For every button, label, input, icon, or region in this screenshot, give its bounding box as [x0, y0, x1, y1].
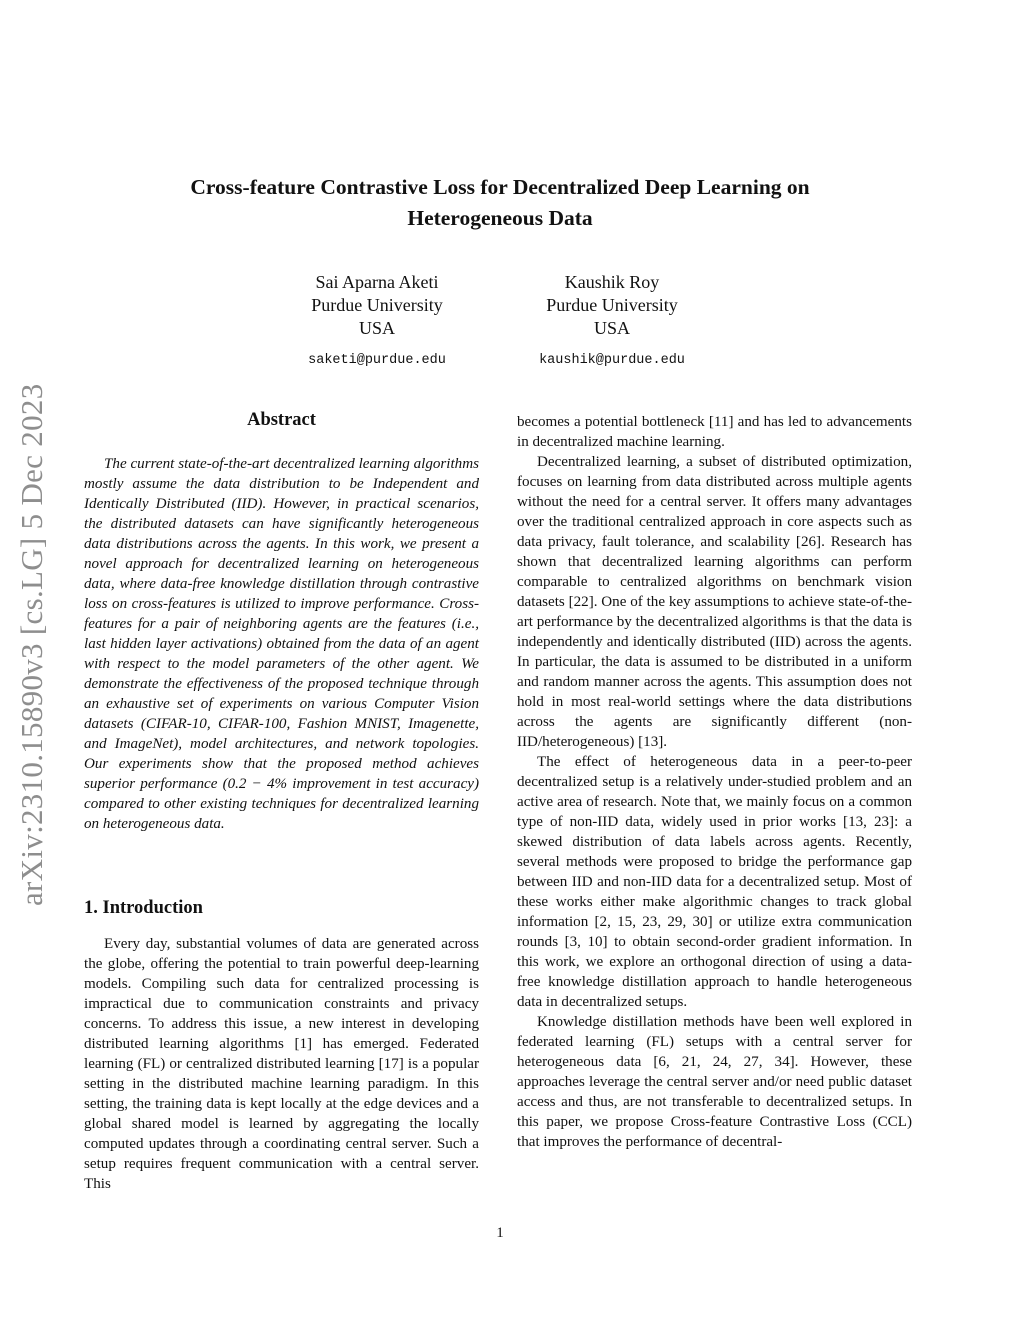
abstract-body: [84, 454, 479, 834]
author-name: Sai Aparna Aketi: [315, 272, 439, 292]
author-affiliation: Purdue University: [311, 295, 443, 315]
abstract-heading: Abstract: [247, 410, 316, 430]
author-email: saketi@purdue.edu: [308, 353, 446, 368]
abstract-paragraph: The current state-of-the-art decentralized learning algorithms mostly assume the data distribution to be Independent and Identically Distributed (IID). However, in practical scenarios, the distributed datasets can have significantly heterogeneous data distributions across the agents. In this work, we present a novel approach for decentralized learning on heterogeneous data, where data-free knowledge distillation through contrastive loss on cross-features is utilized to improve performance. Cross-features for a pair of neighboring agents are the features (i.e., last hidden layer activations) obtained from the data of an agent with respect to the model parameters of the other agent. We demonstrate the effectiveness of the proposed technique through an exhaustive set of experiments on various Computer Vision datasets (CIFAR-10, CIFAR-100, Fashion MNIST, Imagenette, and ImageNet), model architectures, and network topologies. Our experiments show that the proposed method achieves superior performance (0.2 − 4% improvement in test accuracy) compared to other existing techniques for decentralized learning on heterogeneous data.: [84, 456, 479, 832]
paper-title: Cross-feature Contrastive Loss for Decentralized Deep Learning on Heterogeneous Data: [190, 175, 810, 230]
page-number: 1: [496, 1225, 504, 1241]
author-email: kaushik@purdue.edu: [539, 353, 685, 368]
body-paragraph: Decentralized learning, a subset of distributed optimization, focuses on learning from data distributed across multiple agents without the need for a central server. It offers many advantages over the traditional centralized approach in core aspects such as data privacy, fault tolerance, and scalability [26]. Research has shown that decentralized learning algorithms can perform comparable to centralized algorithms on benchmark vision datasets [22]. One of the key assumptions to achieve state-of-the-art performance by the decentralized algorithms is that the data is independently and identically distributed (IID) across the agents. In particular, the data is assumed to be distributed in a uniform and random manner across the agents. This assumption does not hold in most real-world settings where the data distributions across the agents are significantly different (non-IID/heterogeneous) [13].: [517, 454, 912, 750]
body-paragraph: becomes a potential bottleneck [11] and has led to advancements in decentralized machine learning.: [517, 414, 912, 450]
author-country: USA: [593, 318, 630, 338]
section-heading-introduction: 1. Introduction: [84, 898, 203, 918]
body-paragraph: The effect of heterogeneous data in a peer-to-peer decentralized setup is a relatively under-studied problem and an active area of research. Note that, we mainly focus on a common type of non-IID data, widely used in prior works [13, 23]: a skewed distribution of data labels across agents. Recently, several methods were proposed to bridge the performance gap between IID and non-IID data for a decentralized setup. Most of these works either make algorithmic changes to track global information [2, 15, 23, 29, 30] or utilize extra communication rounds [3, 10] to obtain second-order gradient information. In this work, we explore an orthogonal direction of using a data-free knowledge distillation approach to handle heterogeneous data in decentralized setups.: [517, 754, 912, 1010]
right-column: [517, 412, 912, 1152]
author-name: Kaushik Roy: [564, 272, 660, 292]
arxiv-identifier: arXiv:2310.15890v3 [cs.LG] 5 Dec 2023: [14, 383, 49, 907]
author-country: USA: [358, 318, 395, 338]
introduction-left-column: [84, 934, 479, 1194]
author-block: [512, 271, 712, 372]
body-paragraph: Knowledge distillation methods have been well explored in federated learning (FL) setups with a central server for heterogeneous data [6, 21, 24, 27, 34]. However, these approaches leverage the central server and/or need public dataset access and thus, are not transferable to decentralized setups. In this paper, we propose Cross-feature Contrastive Loss (CCL) that improves the performance of decentral-: [517, 1014, 912, 1150]
author-affiliation: Purdue University: [546, 295, 678, 315]
author-block: [280, 271, 474, 372]
body-paragraph: Every day, substantial volumes of data are generated across the globe, offering the potential to train powerful deep-learning models. Compiling such data for centralized processing is impractical due to communication constraints and privacy concerns. To address this issue, a new interest in developing distributed learning algorithms [1] has emerged. Federated learning (FL) or centralized distributed learning [17] is a popular setting in the distributed machine learning paradigm. In this setting, the training data is kept locally at the edge devices and a global shared model is learned by aggregating the locally computed updates through a coordinating central server. Such a setup requires frequent communication with a central server. This: [84, 936, 479, 1192]
